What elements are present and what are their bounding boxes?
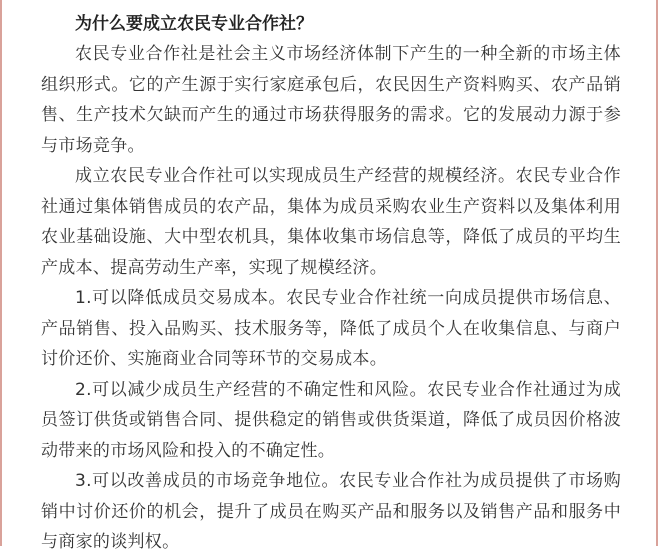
left-border-line <box>0 0 2 546</box>
paragraph-point-1: 1.可以降低成员交易成本。农民专业合作社统一向成员提供市场信息、产品销售、投入品购买、技术服务等，降低了成员个人在收集信息、与商户讨价还价、实施商业合同等环节的交易成本。 <box>41 288 621 369</box>
paragraph-point-2: 2.可以减少成员生产经营的不确定性和风险。农民专业合作社通过为成员签订供货或销售合同、提供稳定的销售或供货渠道，降低了成员因价格波动带来的市场风险和投入的不确定性。 <box>41 379 621 461</box>
paragraph-point-3: 3.可以改善成员的市场竞争地位。农民专业合作社为成员提供了市场购销中讨价还价的机会，提升了成员在购买产品和服务以及销售产品和服务中与商家的谈判权。 <box>41 471 621 552</box>
article-body <box>41 9 621 558</box>
article-heading: 为什么要成立农民专业合作社？ <box>75 14 313 34</box>
paragraph-scale-economy: 成立农民专业合作社可以实现成员生产经营的规模经济。农民专业合作社通过集体销售成员的农产品，集体为成员采购农业生产资料以及集体利用农业基础设施、大中型农机具，集体收集市场信息等，降低了成员的平均生产成本、提高劳动生产率，实现了规模经济。 <box>41 166 621 278</box>
right-border-line <box>656 0 658 546</box>
paragraph-intro: 农民专业合作社是社会主义市场经济体制下产生的一种全新的市场主体组织形式。它的产生源于实行家庭承包后，农民因生产资料购买、农产品销售、生产技术欠缺而产生的通过市场获得服务的需求。它的发展动力源于参与市场竞争。 <box>41 44 621 156</box>
